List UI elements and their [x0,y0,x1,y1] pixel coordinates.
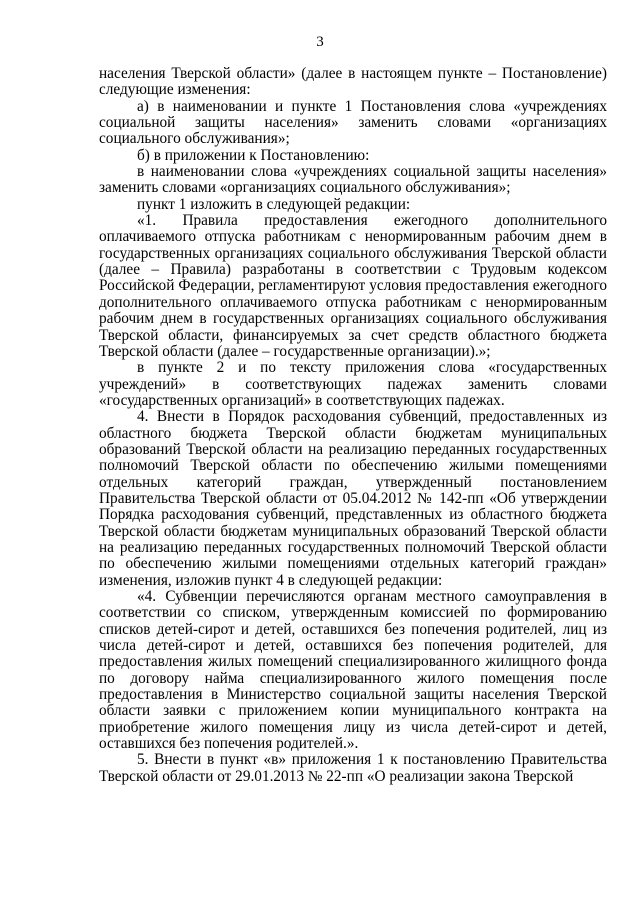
page-number: 3 [316,34,324,50]
paragraph-continuation: населения Тверской области» (далее в настоящем пункте – Постановление) следующие изменения: [99,65,607,99]
paragraph-point-2: в пункте 2 и по тексту приложения слова «государственных учреждений» в соответствующих падежах заменить словами «государственных организаций» в соответствующих падежах. [99,359,607,409]
paragraph-section-4-text: «4. Субвенции перечисляются органам местного самоуправления в соответствии со списком, утвержденным комиссией по формированию списков детей-сирот и детей, оставшихся без попечения родителей, лиц из числа детей-сирот и детей, оставшихся без попечения родителей, для предоставления жилых помещений специализированного жилищного фонда по договору найма специализированного жилого помещения после предоставления в Министерство социальной защиты населения Тверской области заявки с приложением копии муниципального контракта на приобретение жилого помещения лицу из числа детей-сирот и детей, оставшихся без попечения родителей.». [99,588,607,753]
paragraph-section-5: 5. Внести в пункт «в» приложения 1 к постановлению Правительства Тверской области от 29.01.2013 № 22-пп «О реализации закона Тверской [99,751,607,785]
paragraph-item-b: б) в приложении к Постановлению: [137,146,370,164]
paragraph-item-a: а) в наименовании и пункте 1 Постановления слова «учреждениях социальной защиты населения» заменить словами «организациях социального обслуживания»; [99,97,607,148]
paragraph-section-4: 4. Внести в Порядок расходования субвенций, предоставленных из областного бюджета Тверской области бюджетам муниципальных образований Тверской области на реализацию переданных государственных полномочий Тверской области по обеспечению жилыми помещениями отдельных категорий граждан, утвержденный постановлением Правительства Тверской области от 05.04.2012 № 142-пп «Об утверждении Порядка расходования субвенций, представленных из областного бюджета Тверской области бюджетам муниципальных образований Тверской области на реализацию переданных государственных полномочий Тверской области по обеспечению жилыми помещениями отдельных категорий граждан» изменения, изложив пункт 4 в следующей редакции: [99,408,607,589]
paragraph-point-1-intro: пункт 1 изложить в следующей редакции: [137,195,411,213]
paragraph-point-1-text: «1. Правила предоставления ежегодного дополнительного оплачиваемого отпуска работникам с ненормированным рабочим днем в государственных организациях социального обслуживания Тверской области (далее – Правила) разработаны в соответствии с Трудовым кодексом Российской Федерации, регламентируют условия предоставления ежегодного дополнительного оплачиваемого отпуска работникам с ненормированным рабочим днем в государственных организациях социального обслуживания Тверской области, финансируемых за счет средств областного бюджета Тверской области (далее – государственные организации).»; [99,212,607,360]
document-body [99,66,607,785]
paragraph-title-change: в наименовании слова «учреждениях социальной защиты населения» заменить словами «организациях социального обслуживания»; [99,163,607,197]
